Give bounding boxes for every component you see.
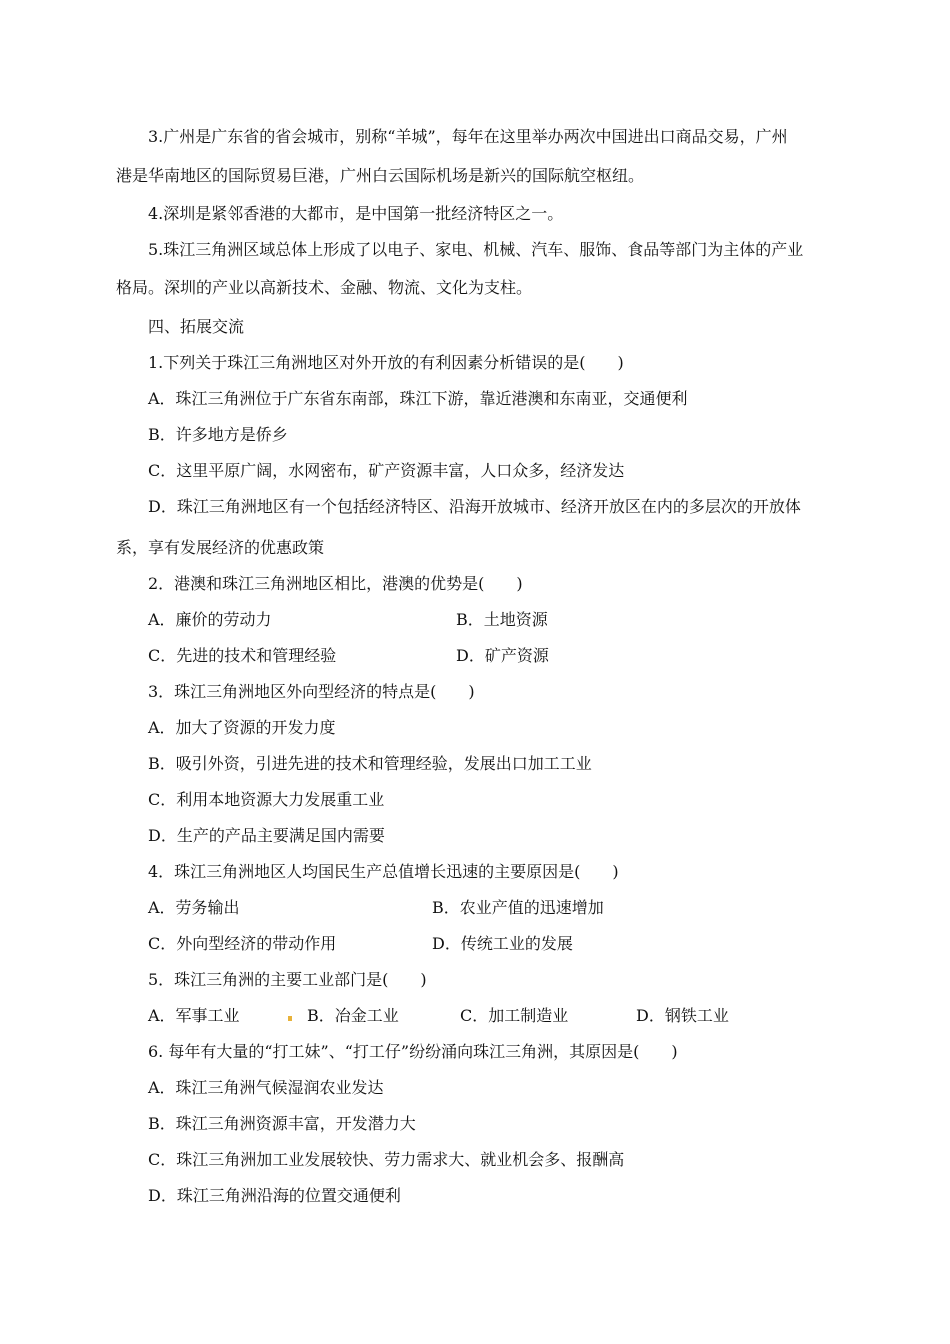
question-2-option-c: C．先进的技术和管理经验 — [148, 646, 337, 665]
question-5-option-a: A．军事工业 — [148, 1006, 240, 1025]
paragraph-3-line-2: 港是华南地区的国际贸易巨港，广州白云国际机场是新兴的国际航空枢纽。 — [116, 166, 645, 185]
question-1-option-a: A．珠江三角洲位于广东省东南部，珠江下游，靠近港澳和东南亚，交通便利 — [148, 389, 688, 408]
paragraph-4: 4.深圳是紧邻香港的大都市，是中国第一批经济特区之一。 — [148, 204, 564, 223]
question-4-stem: 4．珠江三角洲地区人均国民生产总值增长迅速的主要原因是( ) — [148, 862, 619, 881]
question-1-option-d-continued: 系，享有发展经济的优惠政策 — [116, 538, 325, 557]
question-2-option-b: B．土地资源 — [456, 610, 548, 629]
question-2-option-a: A．廉价的劳动力 — [148, 610, 272, 629]
paragraph-5-line-2: 格局。深圳的产业以高新技术、金融、物流、文化为支柱。 — [116, 278, 533, 297]
question-4-option-b: B．农业产值的迅速增加 — [432, 898, 604, 917]
question-2-stem: 2．港澳和珠江三角洲地区相比，港澳的优势是( ) — [148, 574, 523, 593]
question-5-option-c: C．加工制造业 — [460, 1006, 569, 1025]
question-2-option-d: D．矿产资源 — [456, 646, 549, 665]
question-4-option-a: A．劳务输出 — [148, 898, 240, 917]
section-title: 四、拓展交流 — [148, 317, 245, 336]
question-1-option-b: B．许多地方是侨乡 — [148, 425, 288, 444]
question-3-option-c: C．利用本地资源大力发展重工业 — [148, 790, 385, 809]
question-3-option-d: D．生产的产品主要满足国内需要 — [148, 826, 385, 845]
question-4-option-d: D．传统工业的发展 — [432, 934, 573, 953]
question-6-option-c: C．珠江三角洲加工业发展较快、劳力需求大、就业机会多、报酬高 — [148, 1150, 625, 1169]
paragraph-3-line-1: 3.广州是广东省的省会城市，别称“羊城”，每年在这里举办两次中国进出口商品交易，广州 — [148, 127, 788, 146]
question-5-option-d: D．钢铁工业 — [636, 1006, 729, 1025]
speck-mark — [288, 1016, 292, 1021]
question-5-stem: 5．珠江三角洲的主要工业部门是( ) — [148, 970, 427, 989]
question-6-option-d: D．珠江三角洲沿海的位置交通便利 — [148, 1186, 401, 1205]
question-5-option-b: B．冶金工业 — [307, 1006, 399, 1025]
question-6-option-b: B．珠江三角洲资源丰富，开发潜力大 — [148, 1114, 416, 1133]
question-1-stem: 1.下列关于珠江三角洲地区对外开放的有利因素分析错误的是( ) — [148, 353, 624, 372]
question-3-option-b: B．吸引外资，引进先进的技术和管理经验，发展出口加工工业 — [148, 754, 592, 773]
paragraph-5-line-1: 5.珠江三角洲区域总体上形成了以电子、家电、机械、汽车、服饰、食品等部门为主体的产业 — [148, 240, 804, 259]
question-6-stem: 6. 每年有大量的“打工妹”、“打工仔”纷纷涌向珠江三角洲，其原因是( ) — [148, 1042, 678, 1061]
question-1-option-d: D．珠江三角洲地区有一个包括经济特区、沿海开放城市、经济开放区在内的多层次的开放体 — [148, 497, 801, 516]
question-3-stem: 3．珠江三角洲地区外向型经济的特点是( ) — [148, 682, 475, 701]
question-1-option-c: C．这里平原广阔，水网密布，矿产资源丰富，人口众多，经济发达 — [148, 461, 625, 480]
question-6-option-a: A．珠江三角洲气候湿润农业发达 — [148, 1078, 384, 1097]
question-3-option-a: A．加大了资源的开发力度 — [148, 718, 336, 737]
question-4-option-c: C．外向型经济的带动作用 — [148, 934, 337, 953]
